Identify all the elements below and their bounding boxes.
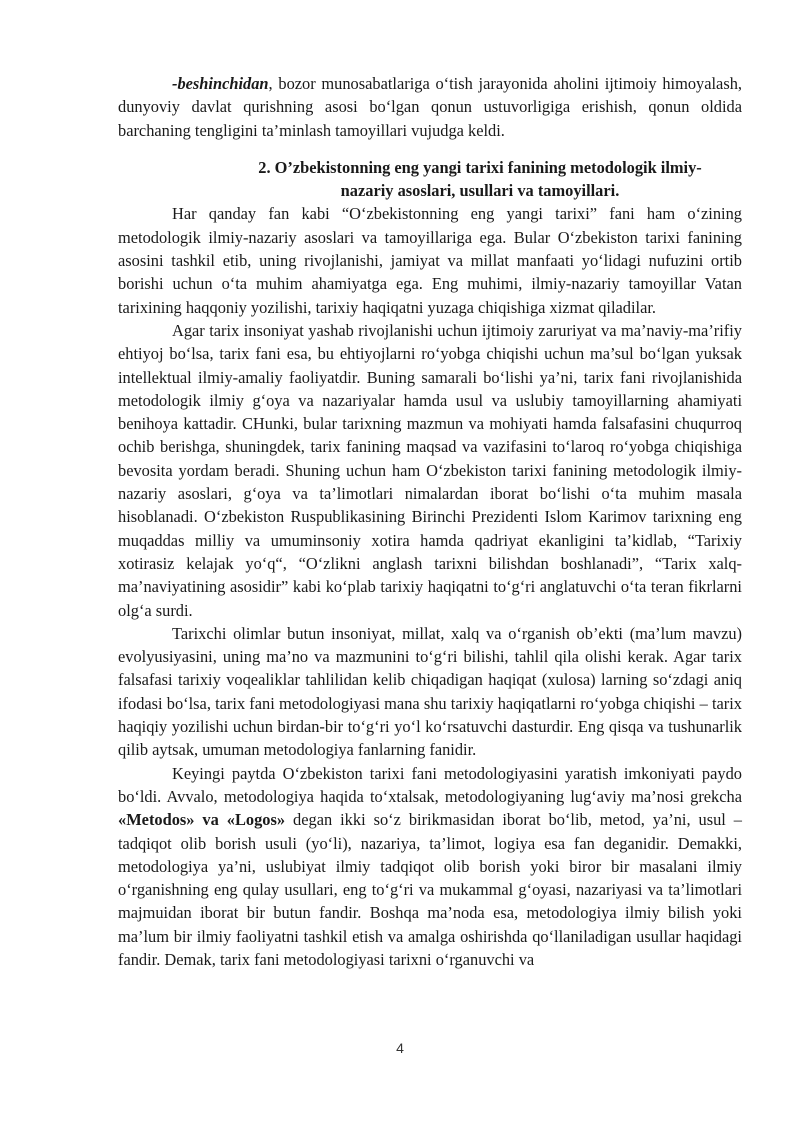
paragraph-lead-term: -beshinchidan xyxy=(172,74,269,93)
paragraph-methodology xyxy=(118,762,742,972)
paragraph-beshinchidan xyxy=(118,72,742,142)
page-number: 4 xyxy=(396,1040,404,1056)
paragraph-text-after: degan ikki so‘z birikmasidan iborat bo‘lib, metod, ya’ni, usul – tadqiqot olib borish usuli (yo‘li), nazariya, ta’limot, logiya esa fan deganidir. Demakki, metodologiya ya’ni, uslubiyat ilmiy tadqiqot olib borish yoki biror bir masalani ilmiy o‘rganishning eng qulay usullari, eng to‘g‘ri va mukammal g‘oyasi, nazariyasi va ta’limotlari majmuidan iborat bir butun fandir. Boshqa ma’noda esa, metodologiya ilmiy bilish yoki ma’lum bir ilmiy faoliyatni tashkil etish va amalga oshirishda qo‘llaniladigan usullar haqidagi fandir. Demak, tarix fani metodologiyasi tarixni o‘rganuvchi va xyxy=(118,810,742,969)
paragraph-text-before: Keyingi paytda O‘zbekiston tarixi fani metodologiyasini yaratish imkoniyati paydo bo‘ldi. Avvalo, metodologiya haqida to‘xtalsak, metodologiyaning lug‘aviy ma’nosi grekcha xyxy=(118,763,742,806)
paragraph-emphasis: «Metodos» va «Logos» xyxy=(118,810,286,830)
section-heading-line-2: nazariy asoslari, usullari va tamoyillari. xyxy=(340,181,620,201)
paragraph-intro: Har qanday fan kabi “O‘zbekistonning eng yangi tarixi” fani ham o‘zining metodologik ilmiy-nazariy asoslari va tamoyillariga ega. Bular O‘zbekiston tarixi fanining asosini tashkil etib, uning rivojlanishi, jamiyat va millat manfaati yo‘lidagi nufuzini ortib borishi uchun o‘ta muhim ahamiyatga ega. Eng muhimi, ilmiy-nazariy tamoyillar Vatan tarixining haqqoniy yozilishi, tarixiy haqiqatni yuzaga chiqishiga xizmat qiladilar. xyxy=(118,204,742,317)
section-heading-line-1: 2. O’zbekistonning eng yangi tarixi fanining metodologik ilmiy- xyxy=(258,157,702,177)
document-page xyxy=(118,72,742,971)
section-heading xyxy=(118,156,742,203)
paragraph-text: , bozor munosabatlariga o‘tish jarayonida aholini ijtimoiy himoyalash, dunyoviy davlat qurishning asosi bo‘lgan qonun ustuvorligiga erishish, qonun oldida barchaning tengligini ta’minlash tamoyillari vujudga keldi. xyxy=(118,74,742,140)
paragraph-need: Agar tarix insoniyat yashab rivojlanishi uchun ijtimoiy zaruriyat va ma’naviy-ma’rifiy ehtiyoj bo‘lsa, tarix fani esa, bu ehtiyojlarni ro‘yobga chiqishi uchun ma’sul bo‘lgan yuksak intellektual ilmiy-amaliy faoliyatdir. Buning samarali bo‘lishi ya’ni, tarix fani rivojlanishida metodologik ilmiy g‘oya va nazariyalar hamda usul va uslubiy tamoyillarning ahamiyati benihoya kattadir. CHunki, bular tarixning mazmun va mohiyati hamda falsafasini chuqurroq ochib berishga, shuningdek, tarix fanining maqsad va vazifasini to‘laroq ro‘yobga chiqishiga bevosita yordam beradi. Shuning uchun ham O‘zbekiston tarixi fanining metodologik ilmiy-nazariy asoslari, g‘oya va ta’limotlari nimalardan iborat bo‘lishi o‘ta muhim masala hisoblanadi. O‘zbekiston Ruspublikasining Birinchi Prezidenti Islom Karimov tarixning eng muqaddas milliy va umuminsoniy xotira hamda qadriyat ekanligini ta’kidlab, “Tarixiy xotirasiz kelajak yo‘q“, “O‘zlikni anglash tarixni bilishdan boshlanadi”, “Tarix xalq-ma’naviyatining asosidir” kabi ko‘plab tarixiy haqiqatni to‘g‘ri anglatuvchi o‘ta teran fikrlarni olg‘a surdi. xyxy=(118,320,742,620)
paragraph-historians: Tarixchi olimlar butun insoniyat, millat, xalq va o‘rganish ob’ekti (ma’lum mavzu) evolyusiyasini, uning ma’no va mazmunini to‘g‘ri bilishi, tahlil qila olishi kerak. Agar tarix falsafasi tarixiy voqealiklar tahlilidan kelib chiqadigan haqiqat (xulosa) larning so‘zdagi aniq ifodasi bo‘lsa, tarix fani metodologiyasi mana shu tarixiy haqiqatlarni ro‘yobga chiqishi – tarix haqiqiy yozilishi uchun birdan-bir to‘g‘ri yo‘l ko‘rsatuvchi dasturdir. Eng qisqa va tushunarlik qilib aytsak, umuman metodologiya fanlarning fanidir. xyxy=(118,623,742,760)
